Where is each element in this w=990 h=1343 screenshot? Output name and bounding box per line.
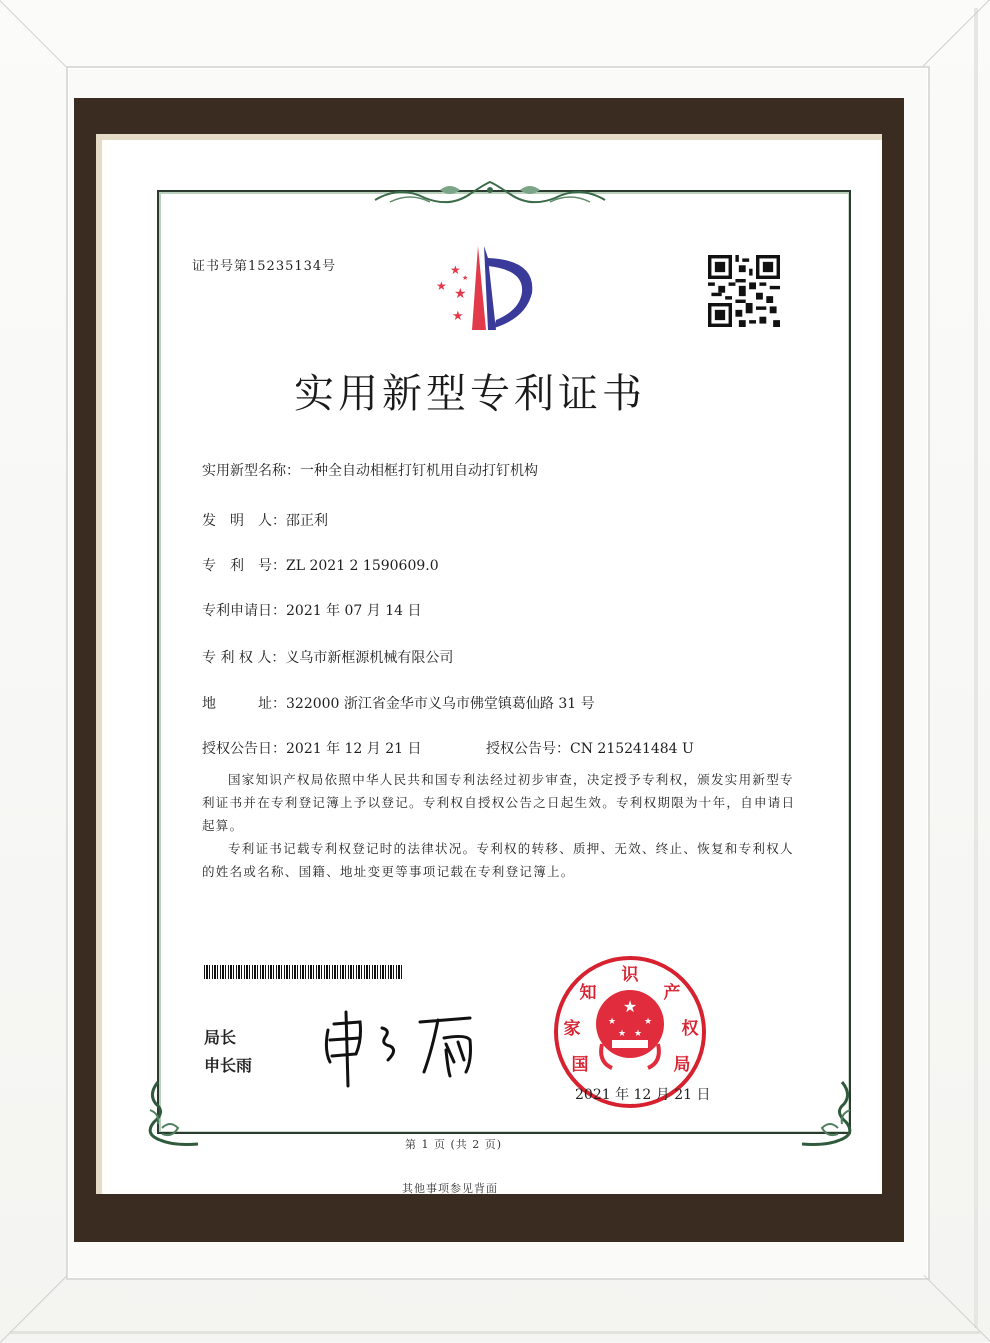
svg-text:★: ★ — [452, 309, 464, 324]
seal-date: 2021 年 12 月 21 日 — [575, 1087, 711, 1103]
svg-text:★: ★ — [633, 1029, 643, 1039]
paragraph-grant-statement: 国家知识产权局依照中华人民共和国专利法经过初步审查，决定授予专利权，颁发实用新型专利证书并在专利登记簿上予以登记。专利权自授权公告之日起生效。专利权期限为十年，自申请日起算。 — [202, 772, 796, 833]
svg-text:★: ★ — [607, 1017, 617, 1027]
svg-text:识: 识 — [621, 965, 639, 985]
svg-text:★: ★ — [450, 263, 461, 277]
svg-text:国: 国 — [571, 1055, 589, 1075]
svg-text:家: 家 — [563, 1019, 581, 1039]
field-application-date — [202, 600, 422, 620]
field-value: 2021 年 07 月 14 日 — [286, 603, 422, 619]
signature-icon — [320, 1010, 500, 1090]
ornament-top-icon — [370, 180, 610, 208]
paragraph-legal-status: 专利证书记载专利权登记时的法律状况。专利权的转移、质押、无效、终止、恢复和专利权人的姓名或名称、国籍、地址变更等事项记载在专利登记簿上。 — [202, 841, 794, 879]
field-label: 实用新型名称： — [202, 463, 300, 479]
svg-text:局: 局 — [673, 1055, 691, 1075]
qr-code-icon[interactable] — [708, 255, 780, 327]
back-note: 其他事项参见背面 — [402, 1182, 498, 1195]
field-value: 322000 浙江省金华市义乌市佛堂镇葛仙路 31 号 — [286, 696, 595, 712]
barcode — [204, 965, 404, 979]
ornament-corner-br-icon — [800, 1080, 860, 1150]
field-address — [202, 693, 595, 713]
certificate-title: 实用新型专利证书 — [294, 371, 646, 417]
field-patent-number — [202, 555, 439, 575]
field-value: 2021 年 12 月 21 日 — [286, 741, 422, 757]
director-name: 申长雨 — [204, 1056, 253, 1075]
field-announcement-date — [202, 738, 422, 758]
field-label: 专 利 号： — [202, 558, 286, 574]
svg-text:权: 权 — [681, 1019, 699, 1039]
field-value: 邵正利 — [286, 513, 328, 529]
director-title: 局长 — [204, 1028, 237, 1047]
field-patentee — [202, 647, 453, 667]
svg-text:★: ★ — [462, 274, 469, 282]
certificate-number: 证书号第15235134号 — [192, 259, 337, 274]
svg-text:知: 知 — [579, 983, 597, 1003]
svg-text:★: ★ — [436, 279, 447, 293]
field-label: 授权公告日： — [202, 741, 286, 757]
ornament-corner-bl-icon — [140, 1080, 200, 1150]
svg-text:★: ★ — [617, 1029, 627, 1039]
field-announcement-number — [486, 738, 694, 758]
frame-edge-bottom — [10, 1331, 980, 1334]
field-label: 地 址： — [202, 696, 286, 712]
cnipa-logo-icon — [428, 238, 548, 338]
svg-text:★: ★ — [622, 997, 638, 1016]
field-utility-model-name — [202, 460, 538, 480]
field-value: CN 215241484 U — [570, 741, 694, 757]
field-label: 发 明 人： — [202, 513, 286, 529]
field-label: 专 利 权 人： — [202, 650, 286, 666]
field-label: 授权公告号： — [486, 741, 570, 757]
svg-text:产: 产 — [663, 983, 681, 1003]
field-value: 一种全自动相框打钉机用自动打钉机构 — [300, 463, 538, 479]
field-value: ZL 2021 2 1590609.0 — [286, 558, 439, 574]
svg-text:★: ★ — [454, 286, 467, 302]
field-label: 专利申请日： — [202, 603, 286, 619]
svg-text:★: ★ — [643, 1017, 653, 1027]
field-inventor — [202, 510, 328, 530]
page-indicator: 第 1 页 (共 2 页) — [405, 1138, 503, 1151]
frame-edge-right — [974, 8, 978, 1328]
field-value: 义乌市新框源机械有限公司 — [285, 650, 454, 666]
